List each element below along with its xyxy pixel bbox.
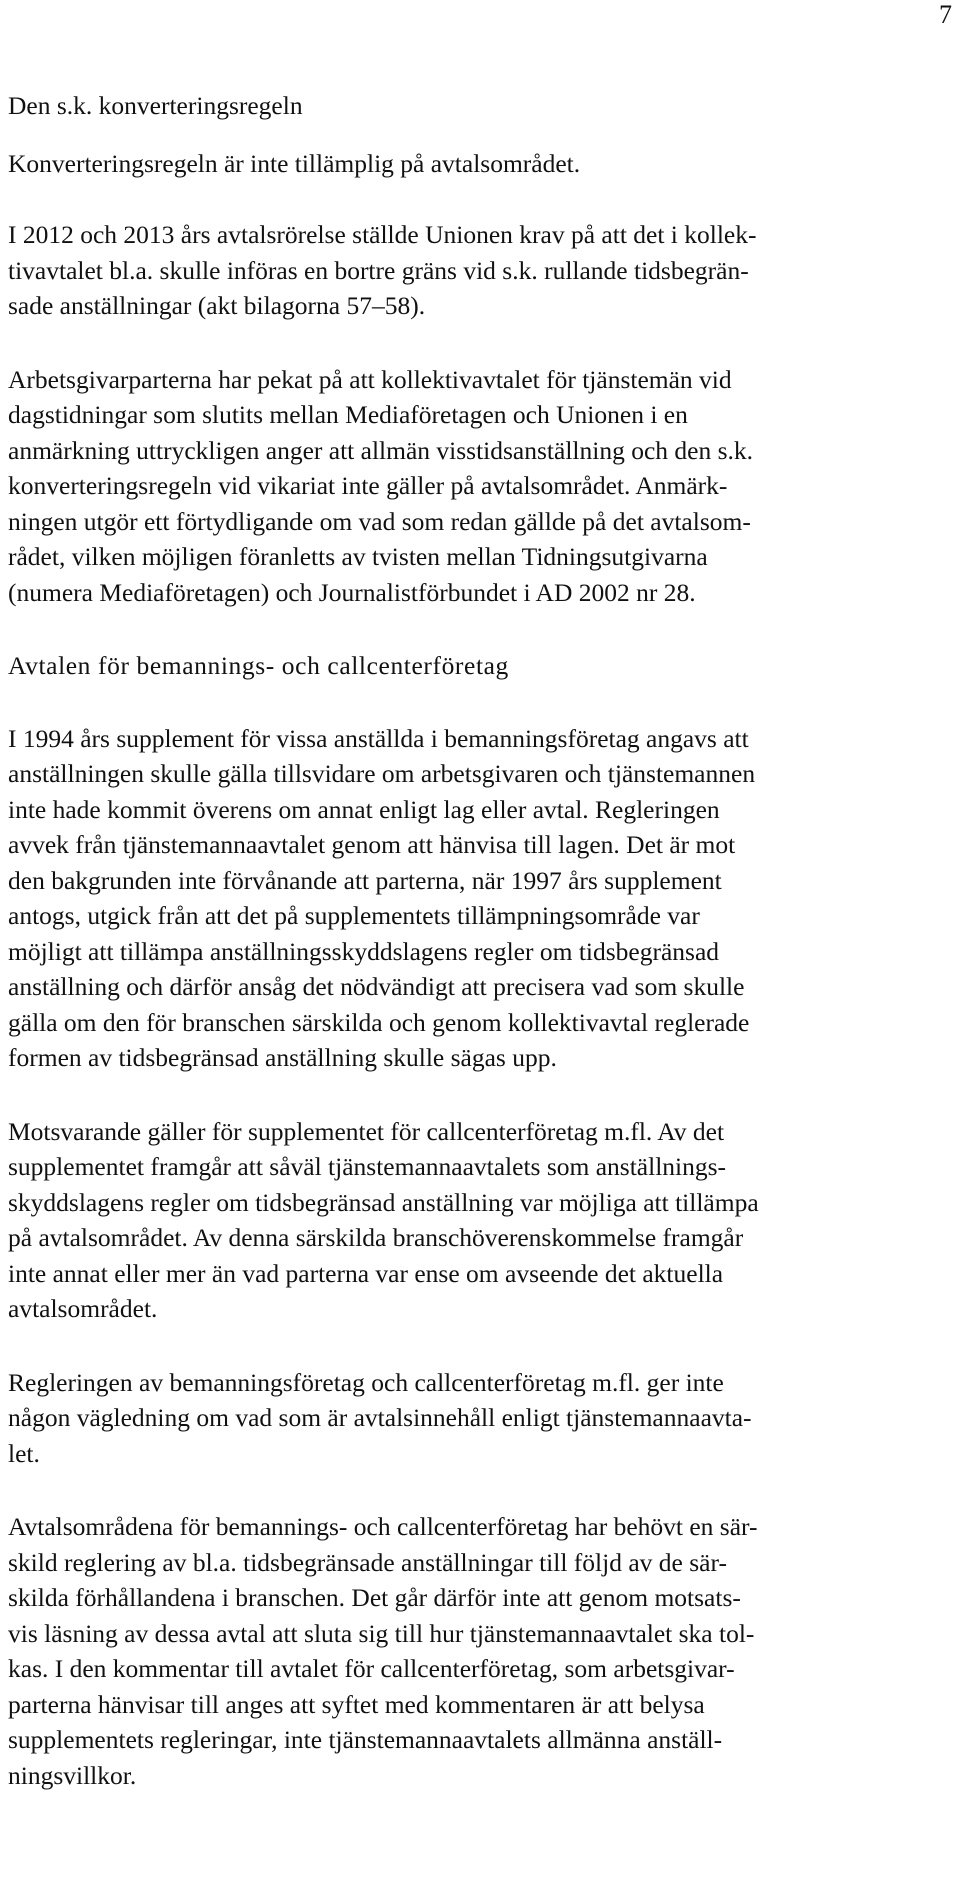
page-number: 7 [939,0,952,29]
text-line: supplementet framgår att såväl tjänstemannaavtalets som anställnings- [8,1152,727,1181]
text-line: tivavtalet bl.a. skulle införas en bortre gräns vid s.k. rullande tidsbegrän- [8,255,749,285]
text-line: Regleringen av bemanningsföretag och callcenterföretag m.fl. ger inte [8,1367,724,1397]
text-line: anställningen skulle gälla tillsvidare om arbetsgivaren och tjänstemannen [8,759,756,788]
text-line: Motsvarande gäller för supplementet för callcenterföretag m.fl. Av det [8,1116,725,1146]
text-line: dagstidningar som slutits mellan Mediaföretagen och Unionen i en [8,400,688,429]
paragraph-arbetsgivarparterna [8,362,956,611]
paragraph-not-applicable [8,146,956,182]
paragraph-avtalsomradena [8,1509,956,1793]
text-line: möjligt att tillämpa anställningsskyddslagens regler om tidsbegränsad [8,936,720,966]
text-line: ningsvillkor. [8,1760,137,1790]
text-line: I 1994 års supplement för vissa anställda i bemanningsföretag angavs att [8,723,749,753]
text-line: Konverteringsregeln är inte tillämplig på avtalsområdet. [8,148,581,178]
text-line: ningen utgör ett förtydligande om vad som redan gällde på det avtalsom- [8,506,751,536]
text-line: parterna hänvisar till anges att syftet med kommentaren är att belysa [8,1689,705,1719]
text-line: inte hade kommit överens om annat enligt lag eller avtal. Regleringen [8,794,720,824]
text-line: gälla om den för branschen särskilda och genom kollektivavtal reglerade [8,1007,750,1037]
text-line: anställning och därför ansåg det nödvändigt att precisera vad som skulle [8,972,745,1001]
text-line: let. [8,1438,40,1468]
paragraph-regleringen [8,1365,956,1472]
paragraph-avtalsrorelse [8,217,956,324]
text-line: avvek från tjänstemannaavtalet genom att hänvisa till lagen. Det är mot [8,830,736,859]
section-heading-konverteringsregeln [8,88,956,124]
text-line: rådet, vilken möjligen föranletts av tvisten mellan Tidningsutgivarna [8,542,708,571]
text-line: på avtalsområdet. Av denna särskilda branschöverenskommelse framgår [8,1223,744,1252]
text-line: (numera Mediaföretagen) och Journalistförbundet i AD 2002 nr 28. [8,577,696,607]
section-heading-bemanning-callcenter [8,648,956,684]
text-line: inte annat eller mer än vad parterna var ense om avseende det aktuella [8,1258,724,1288]
text-line: vis läsning av dessa avtal att sluta sig till hur tjänstemannaavtalet ska tol- [8,1618,755,1648]
text-line: Avtalen för bemannings- och callcenterföretag [8,651,509,680]
paragraph-1994-supplement [8,721,956,1076]
text-line: skild reglering av bl.a. tidsbegränsade anställningar till följd av de sär- [8,1547,727,1577]
text-line: skilda förhållandena i branschen. Det går därför inte att genom motsats- [8,1583,741,1612]
text-line: kas. I den kommentar till avtalet för callcenterföretag, som arbetsgivar- [8,1654,735,1683]
text-line: skyddslagens regler om tidsbegränsad anställning var möjliga att tillämpa [8,1187,759,1217]
document-body [8,88,956,1793]
text-line: I 2012 och 2013 års avtalsrörelse ställde Unionen krav på att det i kollek- [8,220,757,249]
text-line: konverteringsregeln vid vikariat inte gäller på avtalsområdet. Anmärk- [8,471,728,500]
text-line: formen av tidsbegränsad anställning skulle sägas upp. [8,1043,557,1072]
text-line: supplementets regleringar, inte tjänstemannaavtalets allmänna anställ- [8,1725,723,1754]
text-line: den bakgrunden inte förvånande att parterna, när 1997 års supplement [8,865,722,895]
paragraph-callcenter-supplement [8,1114,956,1327]
text-line: anmärkning uttryckligen anger att allmän visstidsanställning och den s.k. [8,435,754,465]
text-line: Avtalsområdena för bemannings- och callcenterföretag har behövt en sär- [8,1512,758,1541]
text-line: sade anställningar (akt bilagorna 57–58). [8,291,426,320]
text-line: avtalsområdet. [8,1294,158,1323]
text-line: någon vägledning om vad som är avtalsinnehåll enligt tjänstemannaavta- [8,1403,752,1432]
text-line: Arbetsgivarparterna har pekat på att kollektivavtalet för tjänstemän vid [8,364,732,394]
text-line: Den s.k. konverteringsregeln [8,91,303,120]
text-line: antogs, utgick från att det på supplementets tillämpningsområde var [8,901,700,930]
